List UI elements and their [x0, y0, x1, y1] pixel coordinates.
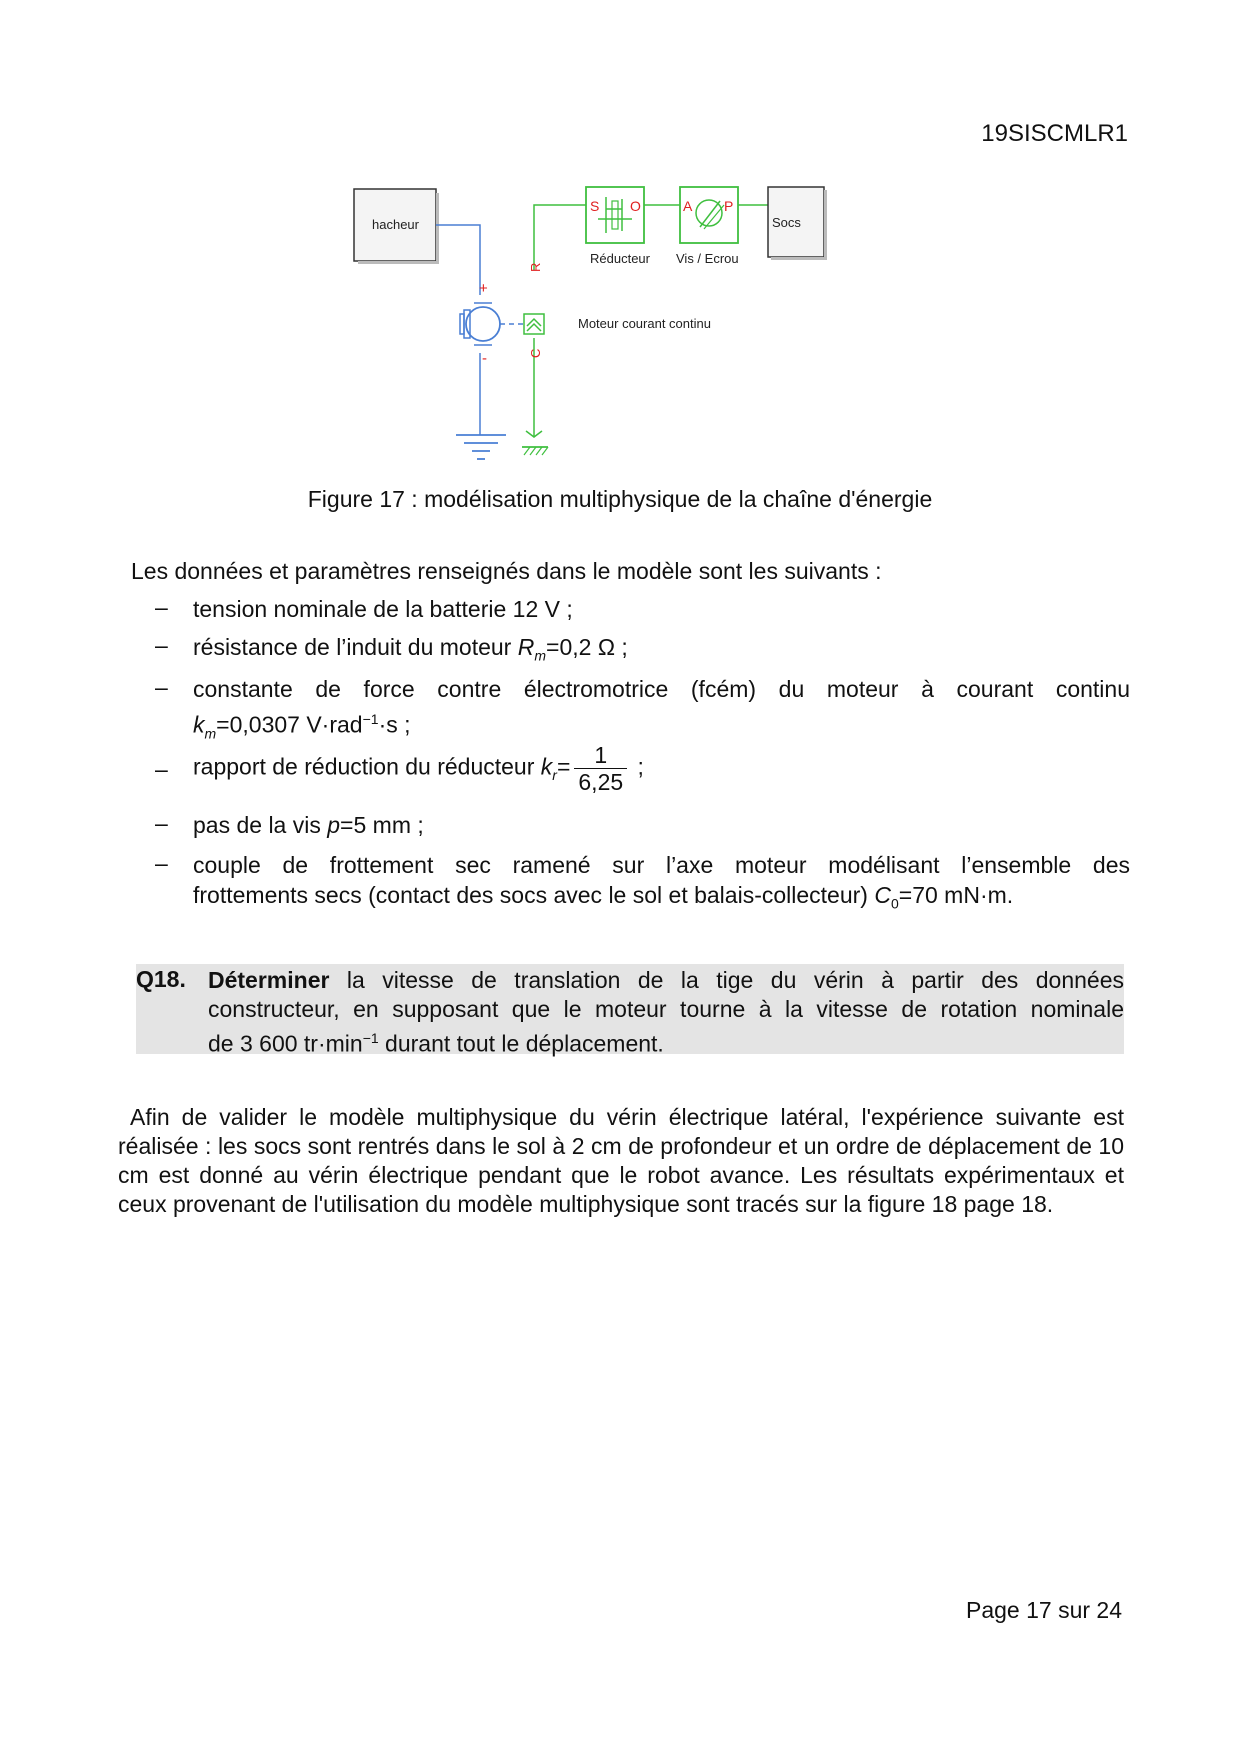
mechanical-reference-symbol — [522, 431, 548, 455]
list-item-text: couple de frottement sec ramené sur l’axe moteur modélisant l’ensemble des frottements secs (contact des socs avec le sol et balais-collecteur) $C_0=70$ mN·m. — [193, 852, 1130, 912]
reducteur-block — [586, 187, 644, 243]
port-s-label: S — [590, 198, 600, 214]
motor-minus-label: - — [482, 350, 487, 367]
port-o-label: O — [630, 198, 641, 214]
port-p-label: P — [724, 198, 734, 214]
list-item-text: tension nominale de la batterie 12 V ; — [193, 596, 573, 622]
question-text: Déterminer la vitesse de translation de la tige du vérin à partir des données constructeur, en supposant que le moteur tourne à la vitesse de rotation nominale de 3 600 $tr\cdot\min^{-1}$ durant tout le déplacement. — [208, 967, 1124, 1057]
list-dash: – — [155, 810, 168, 836]
port-a-label: A — [683, 198, 693, 214]
vis-ecrou-label: Vis / Ecrou — [676, 251, 739, 266]
port-c-label-visible: C — [528, 348, 543, 358]
reducteur-label: Réducteur — [590, 251, 650, 266]
list-item-text: résistance de l’induit du moteur $R_m=0,2$ Ω ; — [193, 634, 628, 664]
question-verb: Déterminer — [208, 967, 330, 993]
list-dash: – — [155, 850, 168, 876]
motor-plus-label: + — [479, 280, 488, 297]
list-item-text: pas de la vis p=5 mm ; — [193, 812, 424, 838]
document-code: 19SISCMLR1 — [981, 120, 1128, 147]
motor-mechanical-port-symbol — [524, 314, 544, 334]
page-number: Page 17 sur 24 — [965, 1597, 1122, 1623]
reduction-ratio-fraction: $\frac{1}{6,25}$ — [574, 742, 627, 795]
dc-motor-symbol — [460, 303, 534, 345]
electrical-ground-symbol — [456, 435, 506, 459]
figure-caption: Figure 17 : modélisation multiphysique de la chaîne d'énergie — [307, 486, 933, 512]
hacheur-label: hacheur — [372, 217, 419, 232]
moteur-label: Moteur courant continu — [578, 316, 711, 331]
list-dash: – — [155, 594, 168, 620]
list-dash: – — [155, 756, 168, 782]
parameters-intro: Les données et paramètres renseignés dans le modèle sont les suivants : — [131, 558, 882, 584]
list-dash: – — [155, 674, 168, 700]
experiment-paragraph: Afin de valider le modèle multiphysique du vérin électrique latéral, l'expérience suivante est réalisée : les socs sont rentrés dans le sol à 2 cm de profondeur et un ordre de déplacement de 10 cm est donné au vérin électrique pendant que le robot avance. Les résultats expérimentaux et ceux provenant de l'utilisation du modèle multiphysique sont tracés sur la figure 18 page 18. — [118, 1104, 1124, 1217]
list-item-text: constante de force contre électromotrice (fcém) du moteur à courant continu $k_m=0,0307$ V·rad$^{-1}$·s ; — [193, 676, 1130, 742]
energy-chain-diagram — [350, 185, 870, 475]
list-dash: – — [155, 632, 168, 658]
socs-label: Socs — [772, 215, 801, 230]
port-r-label: R — [528, 262, 543, 272]
list-item-text: rapport de réduction du réducteur $k_r=$ $\frac{1}{6,25}$ ; — [193, 742, 644, 795]
question-number: Q18. — [136, 966, 186, 992]
